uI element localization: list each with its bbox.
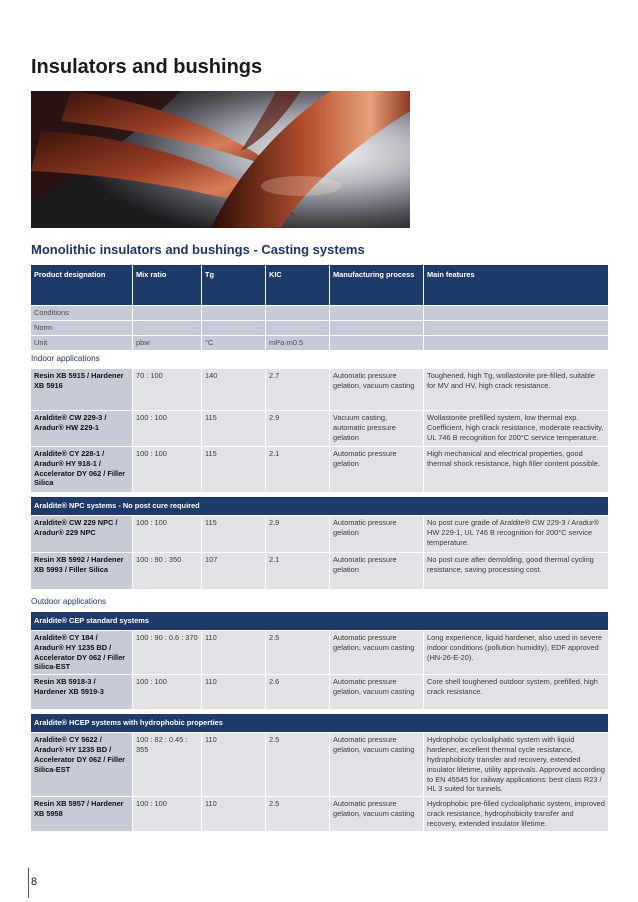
- kic-cell: 2.1: [266, 553, 330, 590]
- tg-cell: 107: [202, 553, 266, 590]
- table-row: [31, 797, 608, 832]
- table-row: [31, 553, 608, 590]
- tg-cell: 140: [202, 369, 266, 411]
- insulator-photo-graphic: [31, 91, 410, 228]
- page-number: 8: [31, 876, 38, 888]
- page-number-rule: [28, 868, 29, 898]
- section-subtitle: Monolithic insulators and bushings - Casting systems: [31, 242, 365, 257]
- table-cell: [202, 306, 266, 321]
- tg-cell: 115: [202, 447, 266, 493]
- table-row: [31, 447, 608, 493]
- table-cell: [202, 321, 266, 336]
- process-cell: Automatic pressure gelation, vacuum casting: [330, 369, 424, 411]
- process-cell: Automatic pressure gelation: [330, 553, 424, 590]
- table-cell: [330, 321, 424, 336]
- section-heading-outdoor: Outdoor applications: [31, 590, 608, 612]
- features-cell: Wollastonite prefilled system, low thermal exp. Coefficient, high crack resistance, moderate reactivity, UL 746 B recognition for 200°C service temperature.: [424, 411, 608, 447]
- mix-cell: 100 : 90 : 0.6 : 370: [133, 631, 202, 675]
- column-header: Manufacturing process: [330, 265, 424, 306]
- section-heading-indoor: Indoor applications: [31, 351, 608, 369]
- insulator-photo: [31, 91, 410, 228]
- product-cell: Resin XB 5992 / Hardener XB 5993 / Filler Silica: [31, 553, 133, 590]
- kic-cell: 2.5: [266, 631, 330, 675]
- table-row: [31, 411, 608, 447]
- band-row: [31, 612, 608, 631]
- kic-cell: 2.9: [266, 411, 330, 447]
- norm-row: [31, 321, 608, 336]
- table-cell: °C: [202, 336, 266, 351]
- section-heading-row: [31, 351, 608, 369]
- table-cell: [424, 336, 608, 351]
- kic-cell: 2.5: [266, 797, 330, 832]
- table-cell: [266, 306, 330, 321]
- product-cell: Araldite® CW 229-3 / Aradur® HW 229-1: [31, 411, 133, 447]
- product-cell: Araldite® CY 5622 / Aradur® HY 1235 BD / Accelerator DY 062 / Filler Silica-EST: [31, 733, 133, 797]
- mix-cell: 100 : 100: [133, 797, 202, 832]
- table-cell: Unit: [31, 336, 133, 351]
- table-header-row: [31, 265, 608, 306]
- table-cell: pbw: [133, 336, 202, 351]
- column-header: Main features: [424, 265, 608, 306]
- product-cell: Resin XB 5957 / Hardener XB 5958: [31, 797, 133, 832]
- column-header: Product designation: [31, 265, 133, 306]
- band-row: [31, 497, 608, 516]
- mix-cell: 100 : 100: [133, 411, 202, 447]
- column-header: Mix ratio: [133, 265, 202, 306]
- table-cell: [424, 306, 608, 321]
- band-heading-npc: Araldite® NPC systems - No post cure required: [31, 497, 608, 516]
- table-cell: [330, 306, 424, 321]
- product-cell: Resin XB 5918-3 / Hardener XB 5919-3: [31, 675, 133, 710]
- table-cell: Norm: [31, 321, 133, 336]
- tg-cell: 115: [202, 411, 266, 447]
- features-cell: High mechanical and electrical properties, good thermal shock resistance, high filler content possible.: [424, 447, 608, 493]
- column-header: Tg: [202, 265, 266, 306]
- features-cell: Hydrophobic cycloaliphatic system with liquid hardener, excellent thermal cycle resistance, hydrophobicity transfer and recovery, extended insulator lifetime, utility approvals. Approved according to EN 45545 for railway applications: best class R23 / HL 3 suited for tunnels.: [424, 733, 608, 797]
- table-row: [31, 675, 608, 710]
- table-row: [31, 369, 608, 411]
- tg-cell: 110: [202, 797, 266, 832]
- section-heading-row: [31, 590, 608, 612]
- features-cell: Toughened, high Tg, wollastonite pre-filled, suitable for MV and HV, high crack resistance.: [424, 369, 608, 411]
- product-cell: Araldite® CW 229 NPC / Aradur® 229 NPC: [31, 516, 133, 553]
- table-row: [31, 631, 608, 675]
- casting-systems-table: [31, 265, 608, 832]
- process-cell: Automatic pressure gelation: [330, 516, 424, 553]
- kic-cell: 2.7: [266, 369, 330, 411]
- tg-cell: 110: [202, 733, 266, 797]
- process-cell: Automatic pressure gelation, vacuum casting: [330, 631, 424, 675]
- product-cell: Resin XB 5915 / Hardener XB 5916: [31, 369, 133, 411]
- tg-cell: 110: [202, 631, 266, 675]
- process-cell: Automatic pressure gelation, vacuum casting: [330, 733, 424, 797]
- conditions-row: [31, 306, 608, 321]
- kic-cell: 2.9: [266, 516, 330, 553]
- kic-cell: 2.6: [266, 675, 330, 710]
- product-cell: Araldite® CY 184 / Aradur® HY 1235 BD / Accelerator DY 062 / Filler Silica-EST: [31, 631, 133, 675]
- features-cell: Long experience, liquid hardener, also used in severe indoor conditions (pollution humidity), EDF approved (HN-26-E-20).: [424, 631, 608, 675]
- product-cell: Araldite® CY 228-1 / Aradur® HY 918-1 / Accelerator DY 062 / Filler Silica: [31, 447, 133, 493]
- mix-cell: 100 : 100: [133, 447, 202, 493]
- table-cell: [266, 321, 330, 336]
- features-cell: Core shell toughened outdoor system, prefilled, high crack resistance.: [424, 675, 608, 710]
- page-title: Insulators and bushings: [31, 56, 263, 78]
- table-cell: mPa·m0.5: [266, 336, 330, 351]
- table-cell: [424, 321, 608, 336]
- column-header: KIC: [266, 265, 330, 306]
- process-cell: Automatic pressure gelation, vacuum casting: [330, 797, 424, 832]
- features-cell: No post cure grade of Araldite® CW 229-3 / Aradur® HW 229-1, UL 746 B recognition for 200°C service temperature.: [424, 516, 608, 553]
- band-heading-cep: Araldite® CEP standard systems: [31, 612, 608, 631]
- mix-cell: 100 : 100: [133, 675, 202, 710]
- table-row: [31, 516, 608, 553]
- process-cell: Automatic pressure gelation, vacuum casting: [330, 675, 424, 710]
- features-cell: Hydrophobic pre-filled cycloaliphatic system, improved crack resistance, hydrophobicity transfer and recovery, extended insulator lifetime.: [424, 797, 608, 832]
- table-cell: [133, 306, 202, 321]
- mix-cell: 100 : 82 : 0.45 : 355: [133, 733, 202, 797]
- mix-cell: 100 : 90 : 350: [133, 553, 202, 590]
- band-row: [31, 714, 608, 733]
- table-cell: [133, 321, 202, 336]
- table-cell: [330, 336, 424, 351]
- table-cell: Conditions: [31, 306, 133, 321]
- unit-row: [31, 336, 608, 351]
- mix-cell: 100 : 100: [133, 516, 202, 553]
- kic-cell: 2.1: [266, 447, 330, 493]
- band-heading-hcep: Araldite® HCEP systems with hydrophobic properties: [31, 714, 608, 733]
- kic-cell: 2.5: [266, 733, 330, 797]
- process-cell: Automatic pressure gelation: [330, 447, 424, 493]
- process-cell: Vacuum casting, automatic pressure gelation: [330, 411, 424, 447]
- table-row: [31, 733, 608, 797]
- mix-cell: 70 : 100: [133, 369, 202, 411]
- features-cell: No post cure after demolding, good thermal cycling resistance, saving processing cost.: [424, 553, 608, 590]
- tg-cell: 115: [202, 516, 266, 553]
- tg-cell: 110: [202, 675, 266, 710]
